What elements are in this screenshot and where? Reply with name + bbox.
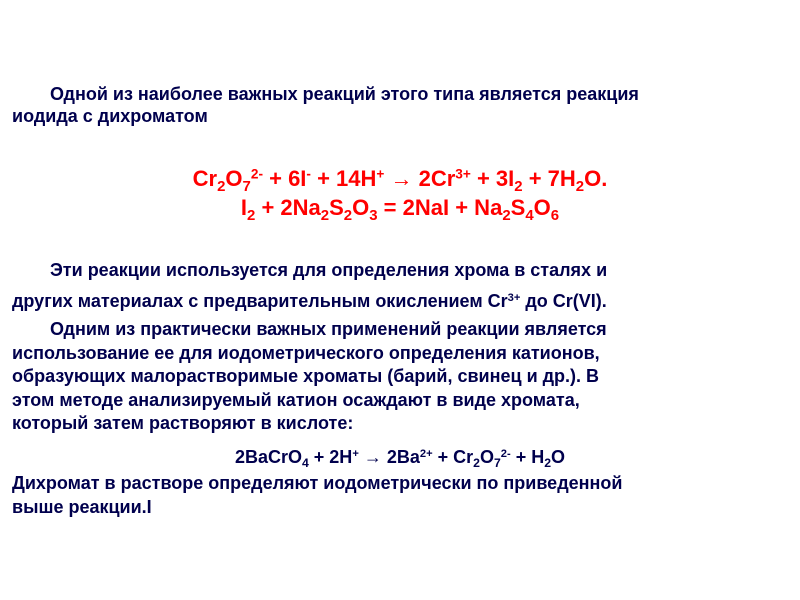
equation-barium-chromate: 2BaCrO$_4$ + $2H^+ \to 2Ba^{2+} + Cr_2O_7^{2-} + H_2O$ [234,447,566,470]
paragraph-conclusion [12,471,788,519]
equation-iodine-thiosulfate: $I_2 + 2Na_2S_2O_3 = 2NaI + Na_2S_4O_6$ [240,195,560,224]
para3-line-4: этом методе анализируемый катион осаждают в виде хромата, [12,389,580,410]
reaction-arrow: → [358,447,387,467]
reaction-arrow: → [384,166,419,191]
para4-line-1: Дихромат в растворе определяют иодометрически по приведенной [12,473,623,493]
para2-line-2: других материалах с предварительным окислением $Cr^{3+}$ до Cr(VI). [12,291,607,311]
intro-line-2: иодида с дихроматом [12,106,208,126]
para4-line-2: выше реакции.I [12,497,152,517]
intro-paragraph [12,83,788,127]
intro-line-1: Одной из наиболее важных реакций этого типа является реакция [50,84,639,104]
paragraph-iodometric-application [12,318,788,436]
para3-line-5: который затем растворяют в кислоте: [12,413,354,433]
para3-line-1: Одним из практически важных применений реакции является [50,319,607,339]
equation-dichromate-iodide: $Cr_2O_7^{2-} + 6I^- + 14H^+ \to 2Cr^{3+} + 3I_2 + 7H_2O$. [192,166,608,195]
para3-line-3: образующих малорастворимые хроматы (барий, свинец и др.). В [12,366,600,386]
para3-line-2: использование ее для иодометрического определения катионов, [12,342,600,363]
paragraph-chromium-determination [12,258,788,314]
para2-line-1: Эти реакции используется для определения хрома в сталях и [50,260,608,280]
